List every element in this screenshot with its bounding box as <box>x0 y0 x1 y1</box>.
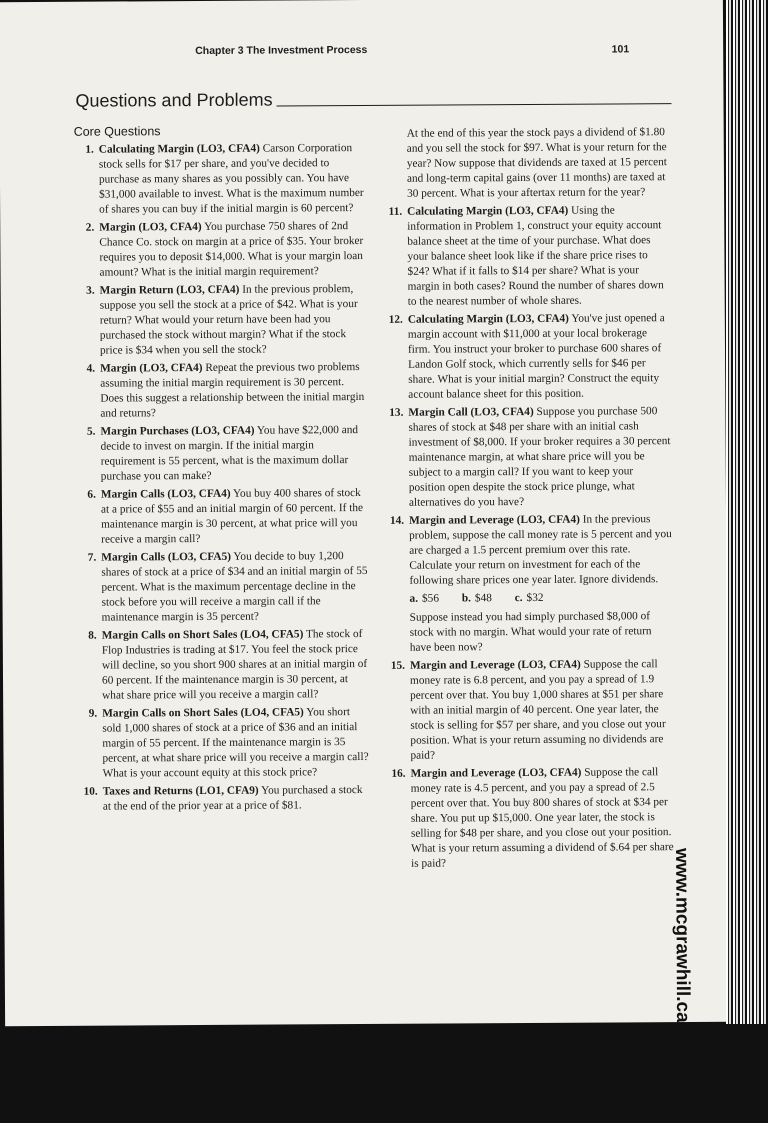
question-7 <box>76 549 368 626</box>
running-header <box>195 42 629 57</box>
question-title: Margin Calls (LO3, CFA5) <box>101 550 232 564</box>
question-text: Suppose the call money rate is 4.5 percent, and you pay a spread of 2.5 percent over that. You buy 800 shares of stock at $34 per share. You put up $15,000. One year later, the stock is selling for $48 per share, and you close out your position. What is your return assuming a dividend of $.64 per share is paid? <box>410 766 674 870</box>
question-10 <box>78 783 370 815</box>
question-14 <box>384 512 672 589</box>
question-text: Suppose you purchase 500 shares of stock at $48 per share with an initial cash investment of $8,000. If your broker requires a 30 percent maintenance margin, at what share price will you be subject to a margin call? If you want to keep your position open despite the stock price plunge, what alternatives do you have? <box>408 405 671 509</box>
subheading: Core Questions <box>73 124 161 139</box>
section-heading <box>75 87 671 112</box>
question-15 <box>385 657 674 764</box>
question-title: Margin Calls (LO3, CFA4) <box>100 487 231 501</box>
question-number: 5. <box>86 425 96 438</box>
question-number: 1. <box>85 143 94 156</box>
question-text: Using the information in Problem 1, construct your equity account balance sheet at the time of your purchase. What does your balance sheet look like if the share price rises to $24? What if it falls to $14 per share? What is your margin in both cases? Round the number of shares down to the nearest number of whole shares. <box>407 204 664 308</box>
section-title: Questions and Problems <box>75 89 273 111</box>
question-12 <box>383 311 672 403</box>
question-number: 14. <box>389 514 405 527</box>
question-3 <box>75 282 367 359</box>
question-text: You decide to buy 1,200 shares of stock at a price of $34 and an initial margin of 55 percent. What is the maximum percentage decline in the stock before you will receive a margin call if the maintenance margin is 35 percent? <box>101 550 368 624</box>
question-text: Repeat the previous two problems assuming the initial margin requirement is 30 percent. Does this suggest a relationship between the initial margin and returns? <box>100 361 365 420</box>
question-text: In the previous problem, suppose the call money rate is 5 percent and you are charged a 1.5 percent premium over this rate. Calculate your return on investment for each of the following share prices one year later. Ignore dividends. <box>409 513 672 587</box>
question-title: Calculating Margin (LO3, CFA4) <box>407 204 569 218</box>
question-title: Margin Call (LO3, CFA4) <box>408 405 534 419</box>
question-text: Carson Corporation stock sells for $17 per share, and you've decided to purchase as many shares as you possibly can. You have $31,000 available to invest. What is the maximum number of shares you can buy if the initial margin is 60 percent? <box>98 142 364 216</box>
question-number: 11. <box>388 205 403 218</box>
question-10-continuation: At the end of this year the stock pays a dividend of $1.80 and you sell the stock for $97. What is your return for the year? Now suppose that dividends are taxed at 15 percent and long-term capital gains (over 11 months) are taxed at 30 percent. What is your aftertax return for the year? <box>406 126 667 200</box>
question-text: The stock of Flop Industries is trading at $17. You feel the stock price will decline, so you short 900 shares at an initial margin of 60 percent. If the maintenance margin is 30 percent, at what share price will you receive a margin call? <box>101 628 368 702</box>
question-8 <box>77 627 369 704</box>
chapter-title: Chapter 3 The Investment Process <box>195 43 368 58</box>
book-page-edges <box>726 0 768 1024</box>
question-text: You've just opened a margin account with $11,000 at your local brokerage firm. You instruct your broker to purchase 600 shares of Landon Golf stock, which currently sells for $46 per share. What is your initial margin? Construct the equity account balance sheet for this position. <box>407 312 665 401</box>
side-url: www.mcgrawhill.ca/olc/jordan <box>671 848 694 1119</box>
question-number: 7. <box>87 551 97 564</box>
question-5 <box>75 423 367 485</box>
question-title: Margin Calls on Short Sales (LO4, CFA5) <box>101 628 304 642</box>
question-number: 3. <box>86 284 95 297</box>
question-number: 12. <box>388 313 403 326</box>
option-c: c. $32 <box>514 591 544 605</box>
question-title: Margin and Leverage (LO3, CFA4) <box>410 766 582 780</box>
question-text: You short sold 1,000 shares of stock at a price of $36 and an initial margin of 55 percent. If the maintenance margin is 35 percent, at what share price will you receive a margin call? What is your account equity at this stock price? <box>102 706 369 780</box>
question-text: You buy 400 shares of stock at a price of $55 and an initial margin of 60 percent. If the maintenance margin is 30 percent, at what price will you receive a margin call? <box>100 487 364 546</box>
question-1 <box>74 141 366 218</box>
question-number: 13. <box>389 406 404 419</box>
question-6 <box>76 486 368 548</box>
question-text: You purchased a stock at the end of the prior year at a price of $81. <box>102 784 363 813</box>
question-9 <box>77 705 369 782</box>
question-title: Margin Calls on Short Sales (LO4, CFA5) <box>102 706 304 720</box>
question-text: In the previous problem, suppose you sell the stock at a price of $42. What is your return? What would your return have been had you purchased the stock without margin? What if the stock price is $34 when you sell the stock? <box>99 283 358 357</box>
option-a: a. $56 <box>409 592 440 605</box>
question-text: You have $22,000 and decide to invest on margin. If the initial margin requirement is 55 percent, what is the maximum dollar purchase you can make? <box>100 424 359 483</box>
question-title: Taxes and Returns (LO1, CFA9) <box>102 784 259 798</box>
question-14-options <box>384 590 672 607</box>
question-number: 6. <box>87 488 96 501</box>
page-number: 101 <box>611 43 630 56</box>
question-2 <box>74 219 366 281</box>
question-number: 10. <box>83 785 98 798</box>
question-16 <box>386 765 675 872</box>
question-title: Margin and Leverage (LO3, CFA4) <box>409 513 580 527</box>
question-title: Margin Purchases (LO3, CFA4) <box>100 424 255 438</box>
question-text: You purchase 750 shares of 2nd Chance Co. stock on margin at a price of $35. Your broker requires you to deposit $14,000. What is your margin loan amount? What is the initial margin requirement? <box>99 220 364 279</box>
question-13 <box>383 404 672 511</box>
question-number: 15. <box>390 659 405 672</box>
option-b: b. $48 <box>461 592 492 605</box>
question-number: 2. <box>85 221 95 234</box>
question-14-followup: Suppose instead you had simply purchased $8,000 of stock with no margin. What would your rate of return have been now? <box>409 610 652 654</box>
question-number: 9. <box>88 707 98 720</box>
question-title: Calculating Margin (LO3, CFA4) <box>98 142 260 156</box>
question-4 <box>75 360 367 422</box>
question-title: Calculating Margin (LO3, CFA4) <box>407 312 569 326</box>
question-number: 16. <box>391 767 406 780</box>
question-title: Margin (LO3, CFA4) <box>100 361 203 375</box>
title-rule <box>277 103 672 106</box>
question-title: Margin Return (LO3, CFA4) <box>99 283 240 297</box>
question-title: Margin (LO3, CFA4) <box>99 220 202 234</box>
question-title: Margin and Leverage (LO3, CFA4) <box>409 658 581 672</box>
left-column <box>74 123 370 818</box>
question-number: 8. <box>88 629 97 642</box>
question-11 <box>382 203 671 310</box>
question-number: 4. <box>86 362 96 375</box>
question-text: Suppose the call money rate is 6.8 percent, and you pay a spread of 1.9 percent over that. You buy 1,000 shares at $51 per share with an initial margin of 40 percent. One year later, the stock is selling for $57 per share, and you close out your position. What is your return assuming no dividends are paid? <box>409 658 666 762</box>
right-column <box>382 125 675 875</box>
